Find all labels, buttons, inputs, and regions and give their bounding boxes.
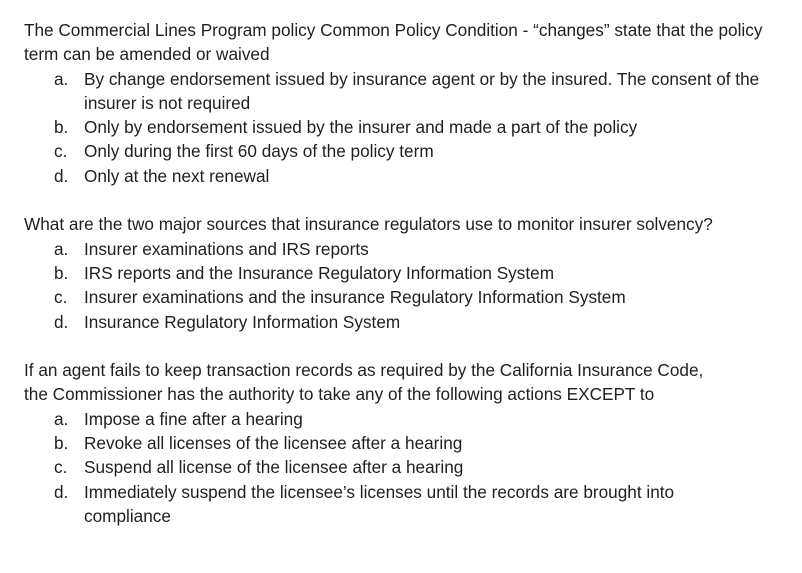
option-text: Revoke all licenses of the licensee after a hearing (84, 433, 463, 454)
option-list (24, 67, 784, 188)
option-text: IRS reports and the Insurance Regulatory Information System (84, 262, 555, 283)
option-item (24, 480, 784, 529)
option-item (24, 139, 784, 163)
option-text: Insurer examinations and IRS reports (84, 238, 369, 259)
option-text: Only during the first 60 days of the policy term (84, 141, 434, 162)
question-2 (24, 212, 784, 333)
option-marker: d. (54, 481, 69, 502)
question-text: What are the two major sources that insurance regulators use to monitor insurer solvency? (24, 214, 713, 235)
option-list (24, 237, 784, 334)
option-text: Only at the next renewal (84, 165, 270, 186)
document (24, 18, 784, 528)
option-marker: c. (54, 457, 68, 478)
option-text: Impose a fine after a hearing (84, 408, 303, 429)
option-item (24, 455, 784, 479)
option-text: Insurance Regulatory Information System (84, 311, 401, 332)
option-text: By change endorsement issued by insurance agent or by the insured. The consent of the insurer is not required (84, 68, 760, 113)
option-item (24, 431, 784, 455)
option-item (24, 285, 784, 309)
question-text: If an agent fails to keep transaction records as required by the California Insurance Code, the Commissioner has the authority to take any of the following actions EXCEPT to (24, 360, 704, 405)
option-item (24, 407, 784, 431)
option-marker: b. (54, 117, 69, 138)
option-text: Only by endorsement issued by the insurer and made a part of the policy (84, 117, 638, 138)
option-item (24, 164, 784, 188)
option-marker: a. (54, 238, 69, 259)
option-marker: d. (54, 165, 69, 186)
option-item (24, 261, 784, 285)
option-text: Immediately suspend the licensee’s licenses until the records are brought into compliance (84, 481, 675, 526)
option-marker: d. (54, 311, 69, 332)
option-list (24, 407, 784, 528)
option-marker: a. (54, 408, 69, 429)
option-item (24, 237, 784, 261)
option-marker: a. (54, 68, 69, 89)
option-marker: b. (54, 262, 69, 283)
option-marker: c. (54, 287, 68, 308)
question-1 (24, 18, 784, 188)
option-marker: c. (54, 141, 68, 162)
option-item (24, 310, 784, 334)
question-3 (24, 358, 784, 528)
option-text: Suspend all license of the licensee after a hearing (84, 457, 464, 478)
option-item (24, 67, 784, 116)
option-marker: b. (54, 433, 69, 454)
option-item (24, 115, 784, 139)
question-text: The Commercial Lines Program policy Common Policy Condition - “changes” state that the policy term can be amended or waived (24, 20, 763, 65)
option-text: Insurer examinations and the insurance Regulatory Information System (84, 287, 626, 308)
